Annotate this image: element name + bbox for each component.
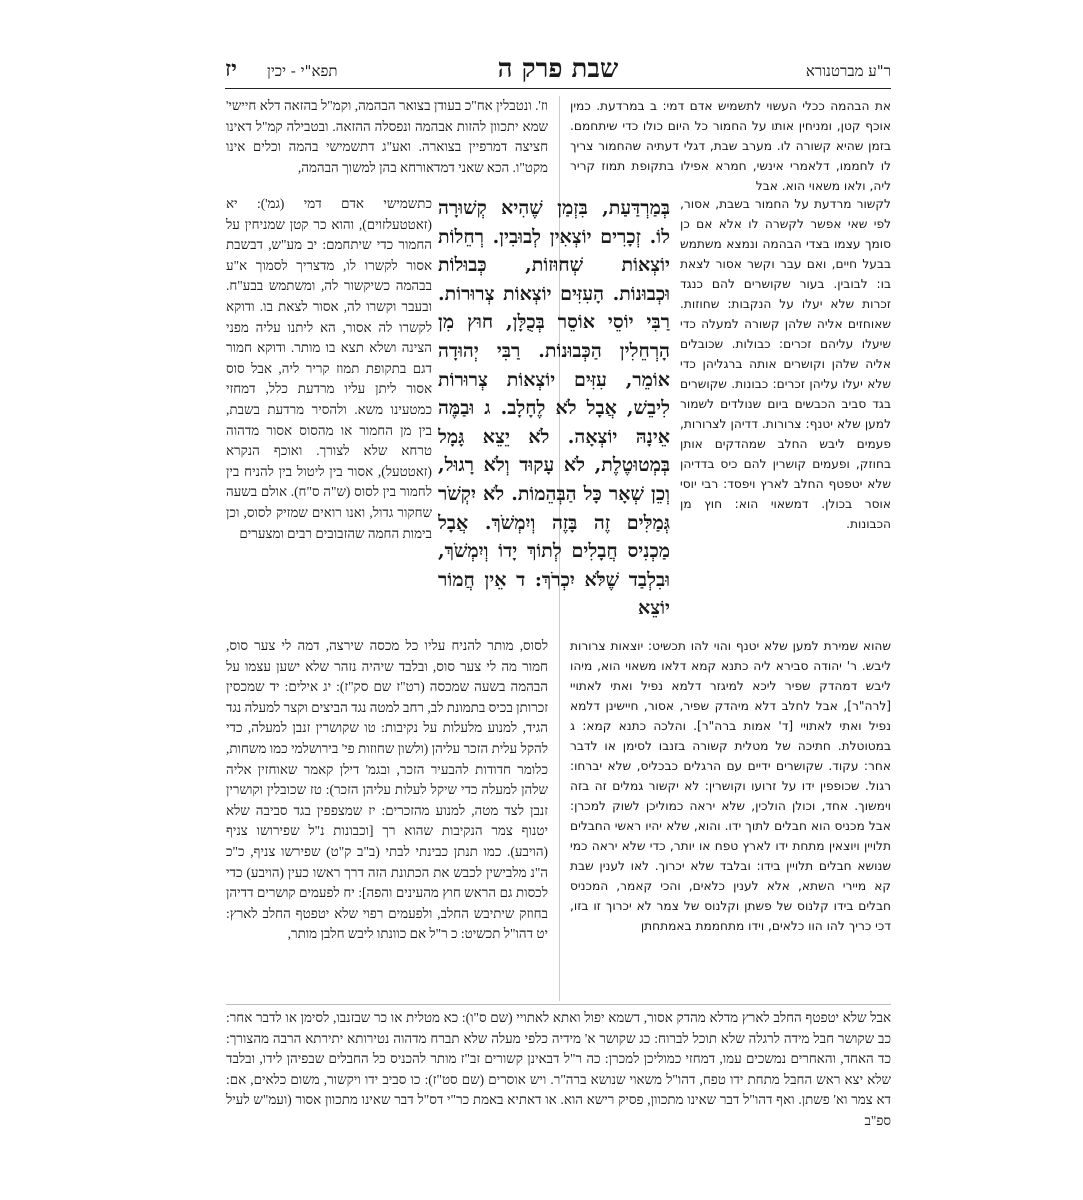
- bartenura-top-text: את הבהמה ככלי העשוי לתשמיש אדם דמי: ב במרדעת. כמין אוכף קטן, ומניחין אותו על החמור כל היום כולו כדי שיתחמם. בזמן שהיא קשורה לו. מערב שבת, דגלי דעתיה שהחמור צריך לו לחממו, דלאמרי אינשי, חמרא אפילו בתקופת תמוז קריר ליה, ולאו משאוי הוא. אבל: [570, 99, 891, 193]
- commentary-name: ר"ע מברטנורא: [805, 62, 891, 80]
- bartenura-side-column: [680, 194, 891, 636]
- footnote-text: אבל שלא יטפטף החלב לארץ מדלא מהדק אסור, דשמא יפול ואתא לאתויי (שם ס"ו): כא מטלית או כר שבזנבו, לסימן או לדבר אחר: כב שקושר חבל מידה לרגלה שלא תוכל לברוח: כג שקושר א' מידיה כלפי מעלה שלא תברח מדהוה נטירותא יתירתא הרבה מהצורך: כד האחד, והאחרים נמשכים עמו, דמחזי כמוליכן למכרן: כה ר"ל דבאינן קשורים זב"ז מותר להכניס כל החבלים שבפיהן לידו, ובלבד שלא יצא ראש החבל מתחת ידו טפח, דהו"ל משאוי שנושא ברה"ר. ויש אוסרים (שם סט"ז): כו סביב ידו ויקשור, משום כלאים, אם: דא צמר וא' פשתן. ואף דהו"ל דבר שאינו מתכוון, פסיק רישא הוא. או דאתיא באמת כר"י דס"ל דבר שאינו מתכוון אסור (ועמ"ש לעיל ספ"ב: [226, 1010, 891, 1128]
- page-title: שבת פרק ה: [497, 54, 619, 84]
- page-number: יז: [225, 56, 237, 82]
- tiferet-bottom-column: [226, 636, 548, 1006]
- bartenura-bottom-column: [570, 636, 891, 1006]
- bartenura-side-text: לקשור מרדעת על החמור בשבת, אסור, לפי שאי אפשר לקשרה לו אלא אם כן סומך עצמו בצדי הבהמה ונמצא משתמש בבעל חיים, ואם עבר וקשר אסור לצאת בו: לבובין. בעור שקושרים להם כנגד זכרות שלא יעלו על הנקבות: שחוזות. שאוחזים אליה שלהן קשורה למעלה כדי שיעלו עליהם זכרים: כבולות. שכובלים אליה שלהן וקושרים אותה ברגליהן כדי שלא יעלו עליהן זכרים: כבונות. שקושרים בגד סביב הכבשים ביום שנולדים לשמור למען שלא יטנף: צרורות. דדיהן לצרורות, פעמים ליבש החלב שמהדקים אותן בחוזק, ופעמים קושרין להם כיס בדדיהן שלא יטפטף החלב לארץ ויפסד: רבי יוסי אוסר בכולן. דמשאוי הוא: חוץ מן הכבונות.: [680, 197, 891, 531]
- mishna-range: תפא"י - יכין: [267, 62, 338, 80]
- header-rule: [225, 88, 891, 89]
- footnote-block: [226, 1008, 891, 1128]
- tiferet-side-column: [226, 194, 432, 636]
- mishna-column: [438, 194, 670, 636]
- tiferet-bottom-text: לסוס, מותר להניח עליו כל מכסה שירצה, דמה לי צער סוס, חמור מה לי צער סוס, ובלבד שיהיה נזהר שלא ישען עצמו על הבהמה בשעה שמכסה (רט"ז שם סק"ז): יג אילים: יד שמכסין זכרותן בכיס בתמונת לב, רחב למטה נגד הביצים וקצר למעלה נגד הגיד, למנוע מלעלות על נקיבות: טו שקושרין זנבן למעלה, כדי להקל עלית הזכר עליהן (ולשון שחוזות פי' בירושלמי כמו משחות, כלומר חדודות להבעיר הזכר, ובגמ' דילן קאמר שאוחזין אליה שלהן למעלה כדי שיקל לעלות עליהן הזכר): טז שכובלין וקושרין זנבן לצד מטה, למנוע מהזכרים: יז שמצפפין בגד סביבה שלא יטנוף צמר הנקיבות שהוא רך [וכבונות נ"ל שפירושו צניף (הויבע). כמו תנתן כבינתי לבתי (ב"ב ק"ט) שפירשו צניף, כ"כ ה"נ מלבישין לכבש את הכתונת הזה דרך ראשו כעין (הויבע) כדי לכסות גם הראש חוץ מהעינים והפה]: יח לפעמים קושרים דדיהן בחוזק שיתיבש החלב, ולפעמים רפוי שלא יטפטף החלב לארץ: יט דהו"ל תכשיט: כ ר"ל אם כוונתו ליבש חלבן מותר,: [226, 638, 548, 942]
- running-head: [225, 52, 891, 92]
- tiferet-top-text: וז'. ונטבלין אח"כ בעודן בצואר הבהמה, וקמ"ל בהזאה דלא חיישי' שמא יתכוון להזות אבהמה ונפסלה ההזאה. ובטבילה קמ"ל דאינו חציצה דמרפיין בצוארה. ואע"ג דתשמישי בהמה וכלים אינו מקט"ו. הכא שאני דמדאורחא בהן למשוך הבהמה,: [226, 98, 548, 175]
- mishna-text: בְּמַרְדַּעַת, בִּזְמַן שֶׁהִיא קְשׁוּרָה לוֹ. זְכָרִים יוֹצְאִין לְבוּבִין. רְחֵלוֹת יוֹצְאוֹת שְׁחוּזוֹת, כְּבוּלוֹת וּכְבוּנוֹת. הָעִזִּים יוֹצְאוֹת צְרוּרוֹת. רַבִּי יוֹסֵי אוֹסֵר בְּכֻלָּן, חוּץ מִן הָרְחֵלִין הַכְּבוּנוֹת. רַבִּי יְהוּדָה אוֹמֵר, עִזִּים יוֹצְאוֹת צְרוּרוֹת לִיבֵשׁ, אֲבָל לֹא לֶחָלָב. ג וּבַמֶּה אֵינָהּ יוֹצְאָה. לֹא יֵצֵא גָּמָל בְּמְטוּטֶלֶת, לֹא עָקוּד וְלֹא רָגוּל, וְכֵן שְׁאָר כָּל הַבְּהֵמוֹת. לֹא יִקְשֹׁר גְּמַלִּים זֶה בָּזֶה וְיִמְשֹׁךְ. אֲבָל מַכְנִיס חֲבָלִים לְתוֹךְ יָדוֹ וְיִמְשֹׁךְ, וּבִלְבַד שֶׁלֹּא יִכְרֹךְ: ד אֵין חֲמוֹר יוֹצֵא: [438, 197, 670, 620]
- footnote-rule: [226, 1004, 891, 1005]
- tiferet-side-text: כתשמישי אדם דמי (גמ'): יא (זאטטעלזוים), והוא כר קטן שמניחין על החמור כדי שיתחמם: יב מע"ש, דבשבת אסור לקשרו לו, מדצריך לסמוך א"ע בבהמה כשיקשור לה, ומשתמש בבע"ח. ובעבר וקשרו לה, אסור לצאת בו. ודוקא לקשרו לה אסור, הא ליתנו עליה מפני הצינה ושלא תצא בו מותר. ודוקא חמור דגם בתקופת תמוז קריר ליה, אבל סוס אסור ליתן עליו מרדעת כלל, דמחזי כמטעינו משא. ולהסיר מרדעת בשבת, בין מן החמור או מהסוס אסור מדהוה טרחא שלא לצורך. ואוכף הנקרא (זאטטעל), אסור בין ליטול בין להניח בין לחמור בין לסוס (ש"ה ס"ח). אולם בשעה שחקור גדול, ואנו רואים שמזיק לסוס, וכן בימות החמה שהזבובים רבים ומצערים: [226, 196, 432, 541]
- bartenura-bottom-text: שהוא שמירת למען שלא יטנף והוי להו תכשיט: יוצאות צרורות ליבש. ר' יהודה סבירא ליה כתנא קמא דלאו משאוי הוא, מיהו ליבש דמהדק שפיר ליכא למיגזר דלמא נפיל ואתי לאתויי [לרה"ר], אבל לחלב דלא מיהדק שפיר, אסור, חיישינן דלמא נפיל ואתי לאתויי [ד' אמות ברה"ר]. והלכה כתנא קמא: ג במטוטלת. חתיכה של מטלית קשורה בזנבו לסימן או לדבר אחר: עקוד. שקושרים ידיים עם הרגלים כבכליס, שלא יברחו: רגול. שכופפין ידו על זרועו וקושרין: לא יקשור גמלים זה בזה וימשוך. אחד, וכולן הולכין, שלא יראה כמוליכן לשוק למכרן: אבל מכניס הוא חבלים לתוך ידו. והוא, שלא יהיו ראשי החבלים תלויין ויוצאין מתחת ידו לארץ טפח או יותר, כדי שלא יראה כמי שנושא חבלים תלויין בידו: ובלבד שלא יכרוך. לאו לענין שבת קא מיירי השתא, אלא לענין כלאים, והכי קאמר, המכניס חבלים בידו קלנוס של פשתן וקלנוס של צמר לא יכרוך זו בזו, דכי כריך להו הוו כלאים, וידו מתחממת באמתחתן: [570, 639, 891, 933]
- tiferet-top-column: [226, 96, 548, 196]
